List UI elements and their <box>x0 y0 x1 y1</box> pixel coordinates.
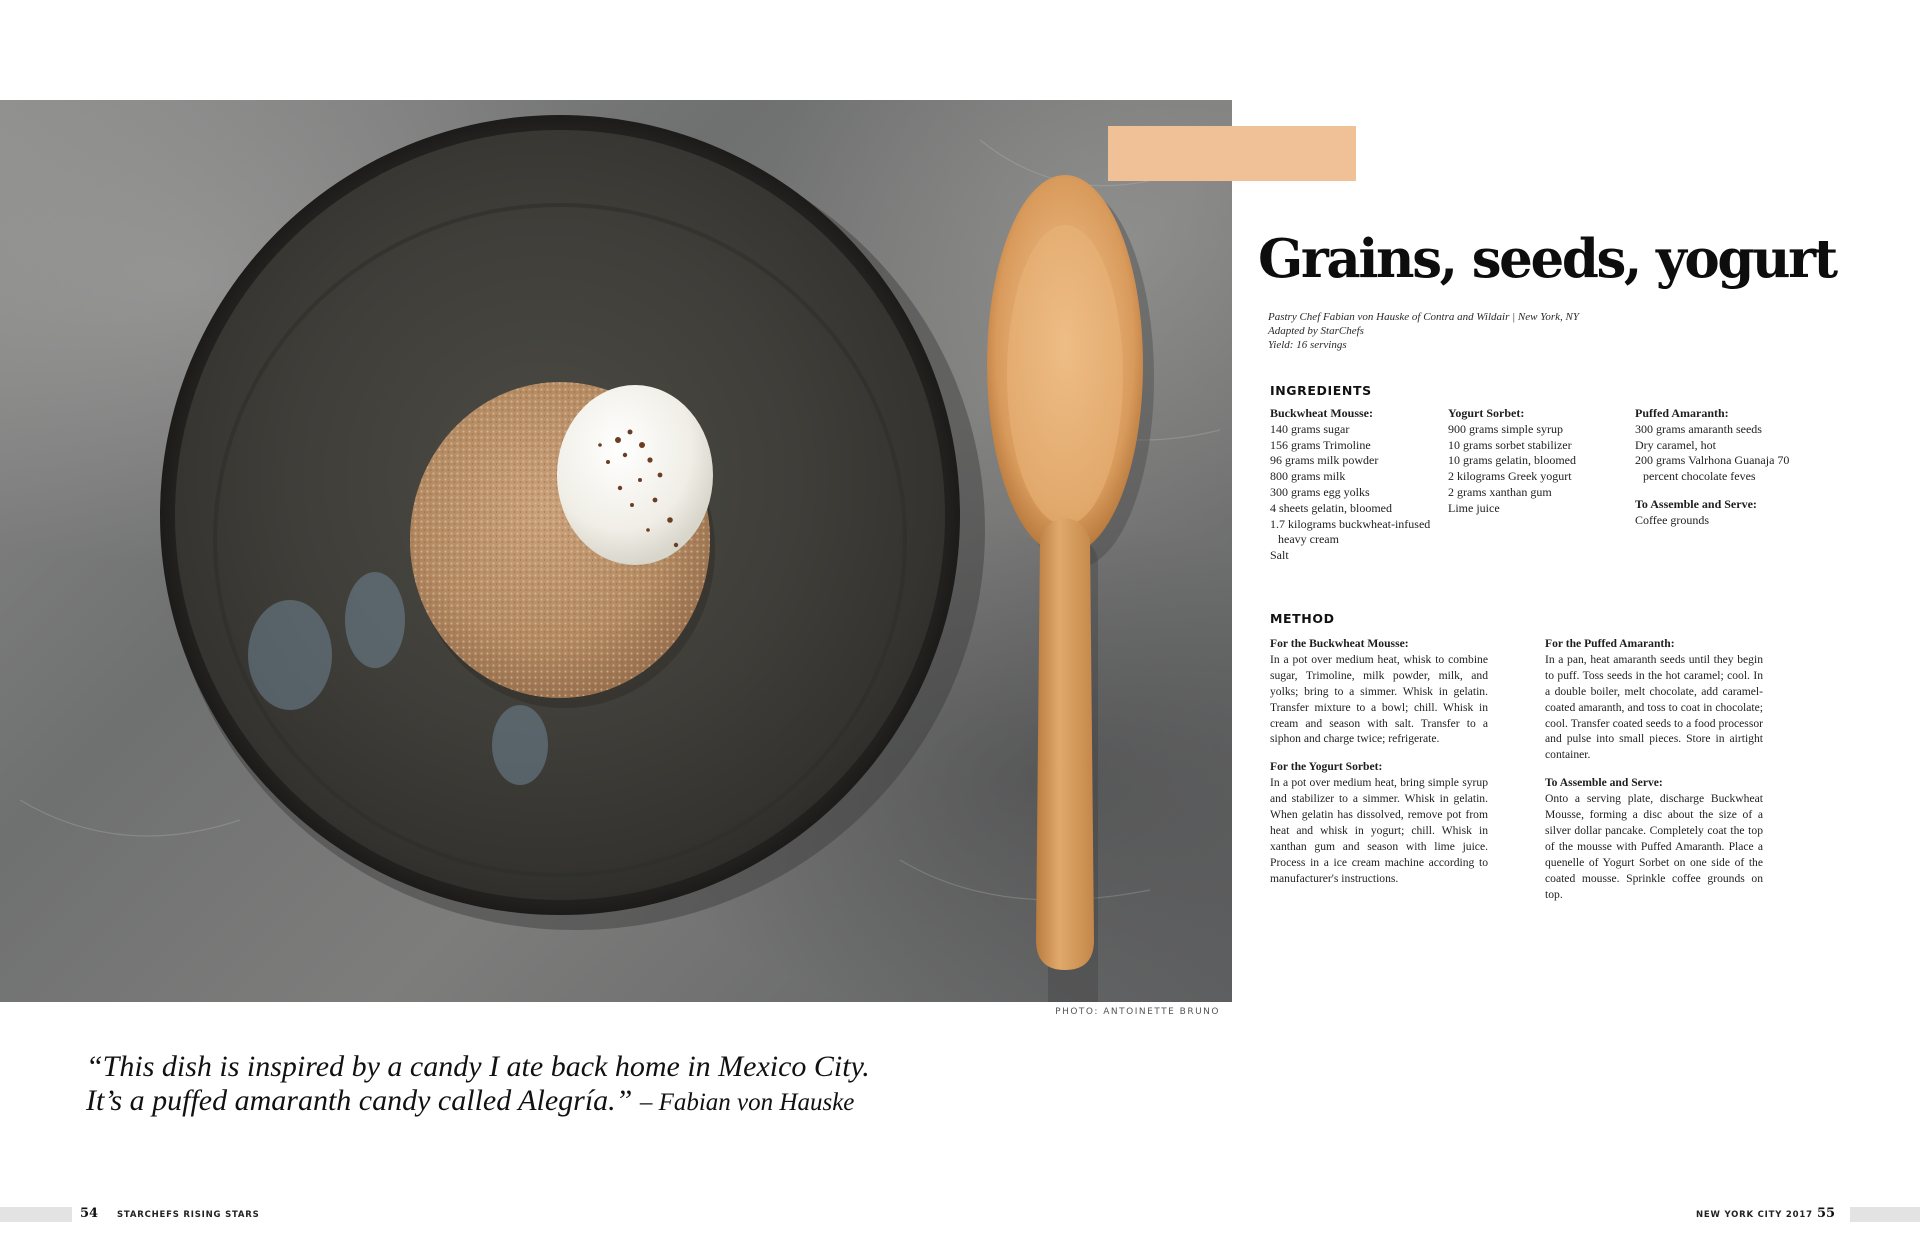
recipe-title: Grains, seeds, yogurt <box>1258 228 1836 290</box>
byline-yield: Yield: 16 servings <box>1268 339 1347 351</box>
method-step-text: In a pot over medium heat, bring simple syrup and stabilizer to a simmer. Whisk in gelatin. When gelatin has dissolved, remove pot from heat and whisk in yogurt; chill. Whisk in xanthan gum and season with lime juice. Process in a ice cream machine according to manufacturer's instructions. <box>1270 776 1488 885</box>
byline-chef: Pastry Chef Fabian von Hauske of Contra and Wildair | New York, NY <box>1268 311 1579 323</box>
ingredients-column-2 <box>1448 406 1628 517</box>
yogurt-sorbet-quenelle <box>557 385 713 565</box>
ingredient-item: 300 grams amaranth seeds <box>1635 421 1762 436</box>
ingredients-column-3 <box>1635 406 1815 529</box>
quote-line-1: “This dish is inspired by a candy I ate back home in Mexico City. <box>86 1050 870 1083</box>
ingredient-item: 10 grams sorbet stabilizer <box>1448 437 1572 452</box>
ingredient-item: Dry caramel, hot <box>1635 437 1716 452</box>
ingredient-group <box>1635 406 1815 485</box>
method-step <box>1270 636 1488 747</box>
ingredient-group <box>1270 406 1450 564</box>
method-step-title: To Assemble and Serve: <box>1545 776 1663 790</box>
ingredient-item: 4 sheets gelatin, bloomed <box>1270 500 1392 515</box>
ingredient-item: 2 kilograms Greek yogurt <box>1448 469 1572 484</box>
method-step-title: For the Buckwheat Mousse: <box>1270 637 1409 650</box>
method-column-2 <box>1545 636 1763 903</box>
ingredient-group-title: Yogurt Sorbet: <box>1448 406 1525 420</box>
method-heading: METHOD <box>1270 611 1335 626</box>
ingredient-item: 300 grams egg yolks <box>1270 484 1370 499</box>
ingredient-item: 1.7 kilograms buckwheat-infused heavy cream <box>1270 516 1431 547</box>
ingredient-group <box>1635 497 1815 529</box>
ingredient-item: 200 grams Valrhona Guanaja 70 percent chocolate feves <box>1635 453 1790 484</box>
wooden-spoon <box>987 175 1154 1002</box>
ingredients-heading: INGREDIENTS <box>1270 383 1372 398</box>
quote-line-2 <box>86 1084 986 1120</box>
quote-attribution: – Fabian von Hauske <box>639 1089 855 1116</box>
ingredient-item: Salt <box>1270 548 1289 563</box>
pull-quote <box>86 1050 986 1120</box>
running-head-right: NEW YORK CITY 2017 <box>1696 1210 1813 1220</box>
method-step <box>1270 759 1488 886</box>
method-column-1 <box>1270 636 1488 887</box>
recipe-byline <box>1268 310 1688 352</box>
method-step-text: In a pot over medium heat, whisk to combine sugar, Trimoline, milk powder, milk, and yolks; bring to a simmer. Whisk in gelatin. Transfer mixture to a bowl; chill. Whisk in cream and season with salt. Transfer to a siphon and charge twice; refrigerate. <box>1270 652 1488 746</box>
ingredient-item: Coffee grounds <box>1635 512 1710 527</box>
dish-photo <box>0 100 1232 1002</box>
footer-bar-right <box>1850 1207 1920 1222</box>
method-step-title: For the Puffed Amaranth: <box>1545 637 1675 650</box>
quote-line-2-text: It’s a puffed amaranth candy called Alegría.” <box>86 1084 633 1117</box>
ingredient-item: 156 grams Trimoline <box>1270 437 1371 452</box>
dish-photo-illustration <box>0 100 1232 1002</box>
ingredient-group-title: Puffed Amaranth: <box>1635 406 1729 420</box>
ingredient-item: 140 grams sugar <box>1270 421 1350 436</box>
ingredient-item: 2 grams xanthan gum <box>1448 484 1552 499</box>
ingredient-group <box>1448 406 1628 517</box>
ingredient-group-title: Buckwheat Mousse: <box>1270 406 1374 420</box>
method-step <box>1545 636 1763 763</box>
method-step-text: Onto a serving plate, discharge Buckwheat Mousse, forming a disc about the size of a silver dollar pancake. Completely coat the top of the mousse with Puffed Amaranth. Place a quenelle of Yogurt Sorbet on one side of the coated mousse. Sprinkle coffee grounds on top. <box>1545 792 1763 901</box>
ingredients-column-1 <box>1270 406 1450 564</box>
ingredient-item: 900 grams simple syrup <box>1448 421 1563 436</box>
method-step-text: In a pan, heat amaranth seeds until they begin to puff. Toss seeds in the hot caramel; cool. In a double boiler, melt chocolate, add caramel-coated amaranth, and toss to coat in chocolate; cool. Transfer coated seeds to a food processor and pulse into small pieces. Store in airtight container. <box>1545 652 1763 762</box>
accent-bar <box>1108 126 1356 181</box>
footer-bar-left <box>0 1207 72 1222</box>
ingredient-item: 10 grams gelatin, bloomed <box>1448 453 1576 468</box>
ingredient-group-title: To Assemble and Serve: <box>1635 496 1757 511</box>
ingredient-item: 800 grams milk <box>1270 469 1346 484</box>
page-number-right: 55 <box>1817 1206 1836 1221</box>
method-step <box>1545 775 1763 902</box>
photo-credit: PHOTO: ANTOINETTE BRUNO <box>1055 1007 1220 1017</box>
method-step-title: For the Yogurt Sorbet: <box>1270 760 1383 774</box>
ingredient-item: Lime juice <box>1448 500 1500 515</box>
ingredient-item: 96 grams milk powder <box>1270 453 1379 468</box>
page-number-left: 54 <box>80 1206 99 1221</box>
byline-adapted: Adapted by StarChefs <box>1268 325 1364 337</box>
running-head-left: STARCHEFS RISING STARS <box>117 1210 260 1220</box>
